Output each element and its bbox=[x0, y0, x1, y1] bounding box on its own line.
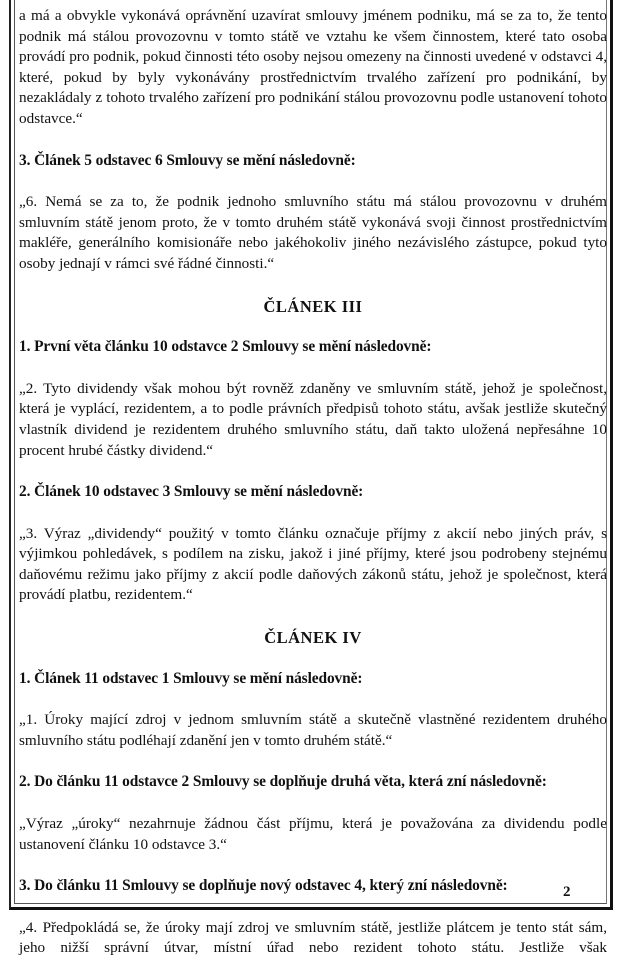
item-paragraph: „2. Tyto dividendy však mohou být rovněž zdaněny ve smluvním státě, jehož je společnost, která je vyplácí, rezidentem, a to podle právních předpisů tohoto státu, avšak jestliže skutečný vlastník dividend je rezidentem druhého smluvního státu, daň takto uložená nepřesáhne 10 procent hrubé částky dividend.“ bbox=[19, 379, 607, 459]
item-paragraph: „4. Předpokládá se, že úroky mají zdroj ve smluvním státě, jestliže plátcem je tento stát sám, jeho nižší správní útvar, místní úřad nebo rezident tohoto státu. Jestliže však bbox=[19, 918, 607, 957]
article-title: ČLÁNEK IV bbox=[264, 628, 362, 648]
item-paragraph: „3. Výraz „dividendy“ použitý v tomto článku označuje příjmy z akcií nebo jiných práv, s výjimkou pohledávek, s podílem na zisku, jakož i jiné příjmy, které jsou podrobeny stejnému daňovému režimu jako příjmy z akcií podle daňových zákonů státu, jehož je společnost, která provádí platbu, rezidentem.“ bbox=[19, 524, 607, 604]
page-number: 2 bbox=[563, 884, 571, 900]
item-heading: 1. Článek 11 odstavec 1 Smlouvy se mění následovně: bbox=[19, 669, 363, 687]
item-paragraph: „Výraz „úroky“ nezahrnuje žádnou část příjmu, která je považována za dividendu podle ustanovení článku 10 odstavce 3.“ bbox=[19, 815, 607, 853]
intro-paragraph: a má a obvykle vykonává oprávnění uzavírat smlouvy jménem podniku, má se za to, že tento podnik má stálou provozovnu v tomto státě ve vztahu ke všem činnostem, které tato osoba provádí pro podnik, pokud činnosti této osoby nejsou omezeny na činnosti uvedené v odstavci 4, které, pokud by byly vykonávány prostřednictvím trvalého zařízení pro podnikání, by nezakládaly z tohoto trvalého zařízení pro podnikání stálou provozovnu podle ustanovení tohoto odstavce.“ bbox=[19, 7, 607, 127]
item-paragraph: „1. Úroky mající zdroj v jednom smluvním státě a skutečně vlastněné rezidentem druhého smluvního státu podléhají zdanění jen v tomto druhém státě.“ bbox=[19, 711, 607, 749]
document-body bbox=[19, 6, 607, 959]
item-heading: 1. První věta článku 10 odstavce 2 Smlouvy se mění následovně: bbox=[19, 338, 432, 356]
item-heading: 2. Článek 10 odstavec 3 Smlouvy se mění následovně: bbox=[19, 483, 364, 501]
section-paragraph: „6. Nemá se za to, že podnik jednoho smluvního státu má stálou provozovnu v druhém smluvním státě jenom proto, že v tomto druhém státě vykonává svoji činnost prostřednictvím makléře, generálního komisionáře nebo jakéhokoliv jiného nezávislého zástupce, pokud tyto osoby jednají v rámci své řádné činnosti.“ bbox=[19, 193, 607, 272]
article-title: ČLÁNEK III bbox=[263, 296, 363, 316]
item-heading: 3. Do článku 11 Smlouvy se doplňuje nový odstavec 4, který zní následovně: bbox=[19, 877, 508, 895]
item-heading: 2. Do článku 11 odstavce 2 Smlouvy se doplňuje druhá věta, která zní následovně: bbox=[19, 773, 547, 791]
section-heading: 3. Článek 5 odstavec 6 Smlouvy se mění následovně: bbox=[19, 151, 356, 169]
